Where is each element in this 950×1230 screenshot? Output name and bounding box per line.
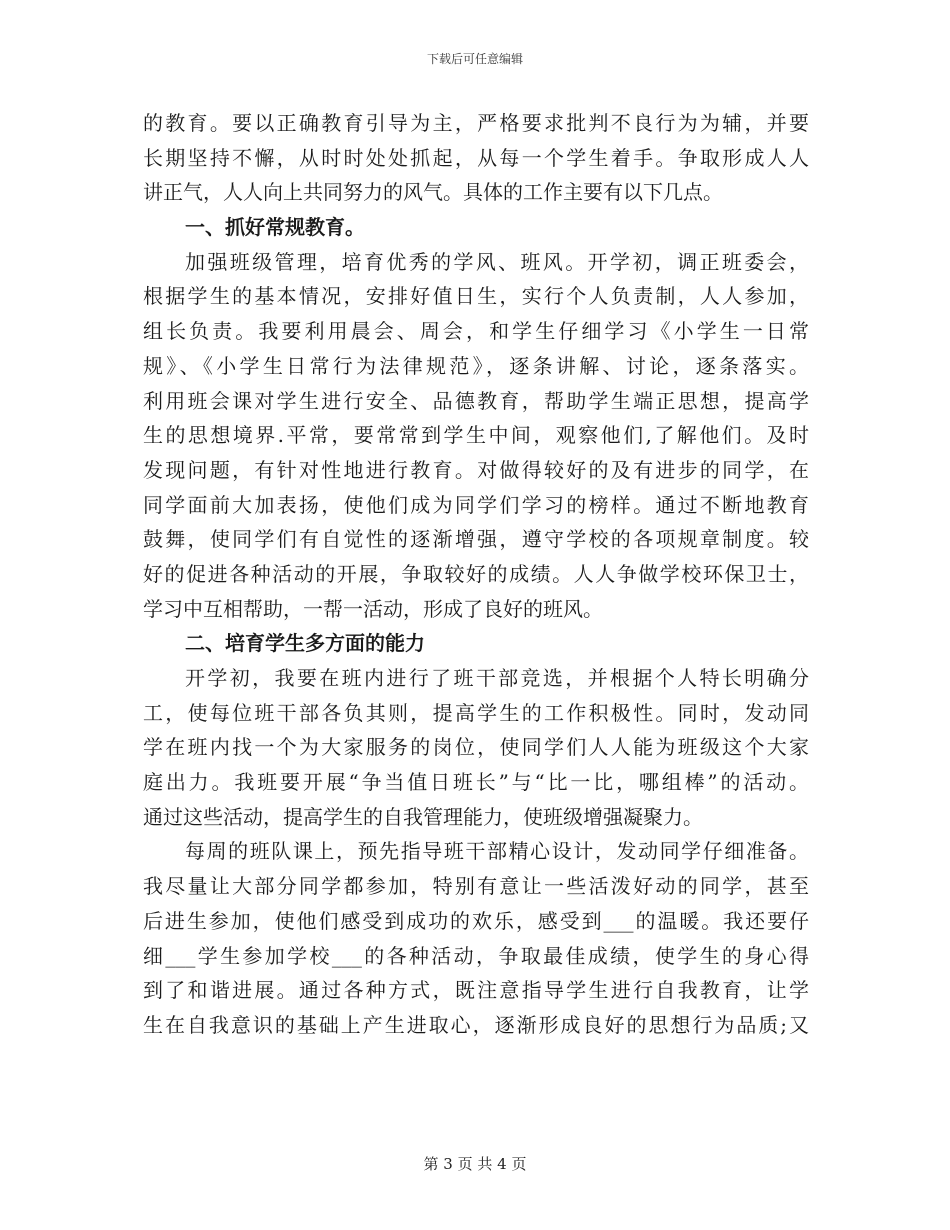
text-line: 好的促进各种活动的开展，争取较好的成绩。人人争做学校环保卫士， [143, 561, 809, 586]
document-body [143, 106, 809, 1043]
text-line: 庭出力。我班要开展“争当值日班长”与“比一比，哪组棒”的活动。 [143, 770, 809, 795]
page-header: 下载后可任意编辑 [426, 52, 523, 66]
text-line: 长期坚持不懈，从时时处处抓起，从每一个学生着手。争取形成人人 [143, 145, 809, 170]
text-line: 规》、《小学生日常行为法律规范》，逐条讲解、讨论，逐条落实。 [143, 353, 809, 378]
text-line: 组长负责。我要利用晨会、周会，和学生仔细学习《小学生一日常 [143, 319, 809, 344]
text-line: 到了和谐进展。通过各种方式，既注意指导学生进行自我教育，让学 [143, 978, 809, 1003]
text-line: 学习中互相帮助，一帮一活动，形成了良好的班风。 [143, 596, 603, 621]
text-line: 学在班内找一个为大家服务的岗位，使同学们人人能为班级这个大家 [143, 735, 809, 760]
text-line: 利用班会课对学生进行安全、品德教育，帮助学生端正思想，提高学 [143, 388, 809, 413]
text-line: 每周的班队课上，预先指导班干部精心设计，发动同学仔细准备。 [185, 839, 809, 864]
text-line: 通过这些活动，提高学生的自我管理能力，使班级增强凝聚力。 [143, 804, 703, 829]
text-line: 同学面前大加表扬，使他们成为同学们学习的榜样。通过不断地教育 [143, 492, 809, 517]
text-line: 细___学生参加学校___的各种活动，争取最佳成绩，使学生的身心得 [143, 943, 809, 968]
text-line: 鼓舞，使同学们有自觉性的逐渐增强，遵守学校的各项规章制度。较 [143, 527, 809, 552]
text-line: 工，使每位班干部各负其则，提高学生的工作积极性。同时，发动同 [143, 700, 809, 725]
text-line: 加强班级管理，培育优秀的学风、班风。开学初，调正班委会， [185, 249, 809, 274]
section-heading: 二、培育学生多方面的能力 [185, 631, 425, 656]
text-line: 根据学生的基本情况，安排好值日生，实行个人负责制，人人参加， [143, 284, 809, 309]
page-footer: 第 3 页 共 4 页 [423, 1155, 527, 1173]
text-line: 生在自我意识的基础上产生进取心，逐渐形成良好的思想行为品质;又 [143, 1012, 809, 1037]
text-line: 生的思想境界.平常，要常常到学生中间，观察他们,了解他们。及时 [143, 423, 809, 448]
text-line: 后进生参加，使他们感受到成功的欢乐，感受到___的温暖。我还要仔 [143, 908, 809, 933]
text-line: 的教育。要以正确教育引导为主，严格要求批判不良行为为辅，并要 [143, 111, 809, 135]
text-line: 讲正气，人人向上共同努力的风气。具体的工作主要有以下几点。 [143, 180, 723, 205]
text-line: 开学初，我要在班内进行了班干部竞选，并根据个人特长明确分 [185, 666, 809, 690]
text-line: 我尽量让大部分同学都参加，特别有意让一些活泼好动的同学，甚至 [143, 874, 809, 899]
section-heading: 一、抓好常规教育。 [185, 215, 365, 240]
text-line: 发现问题，有针对性地进行教育。对做得较好的及有进步的同学，在 [143, 457, 809, 482]
